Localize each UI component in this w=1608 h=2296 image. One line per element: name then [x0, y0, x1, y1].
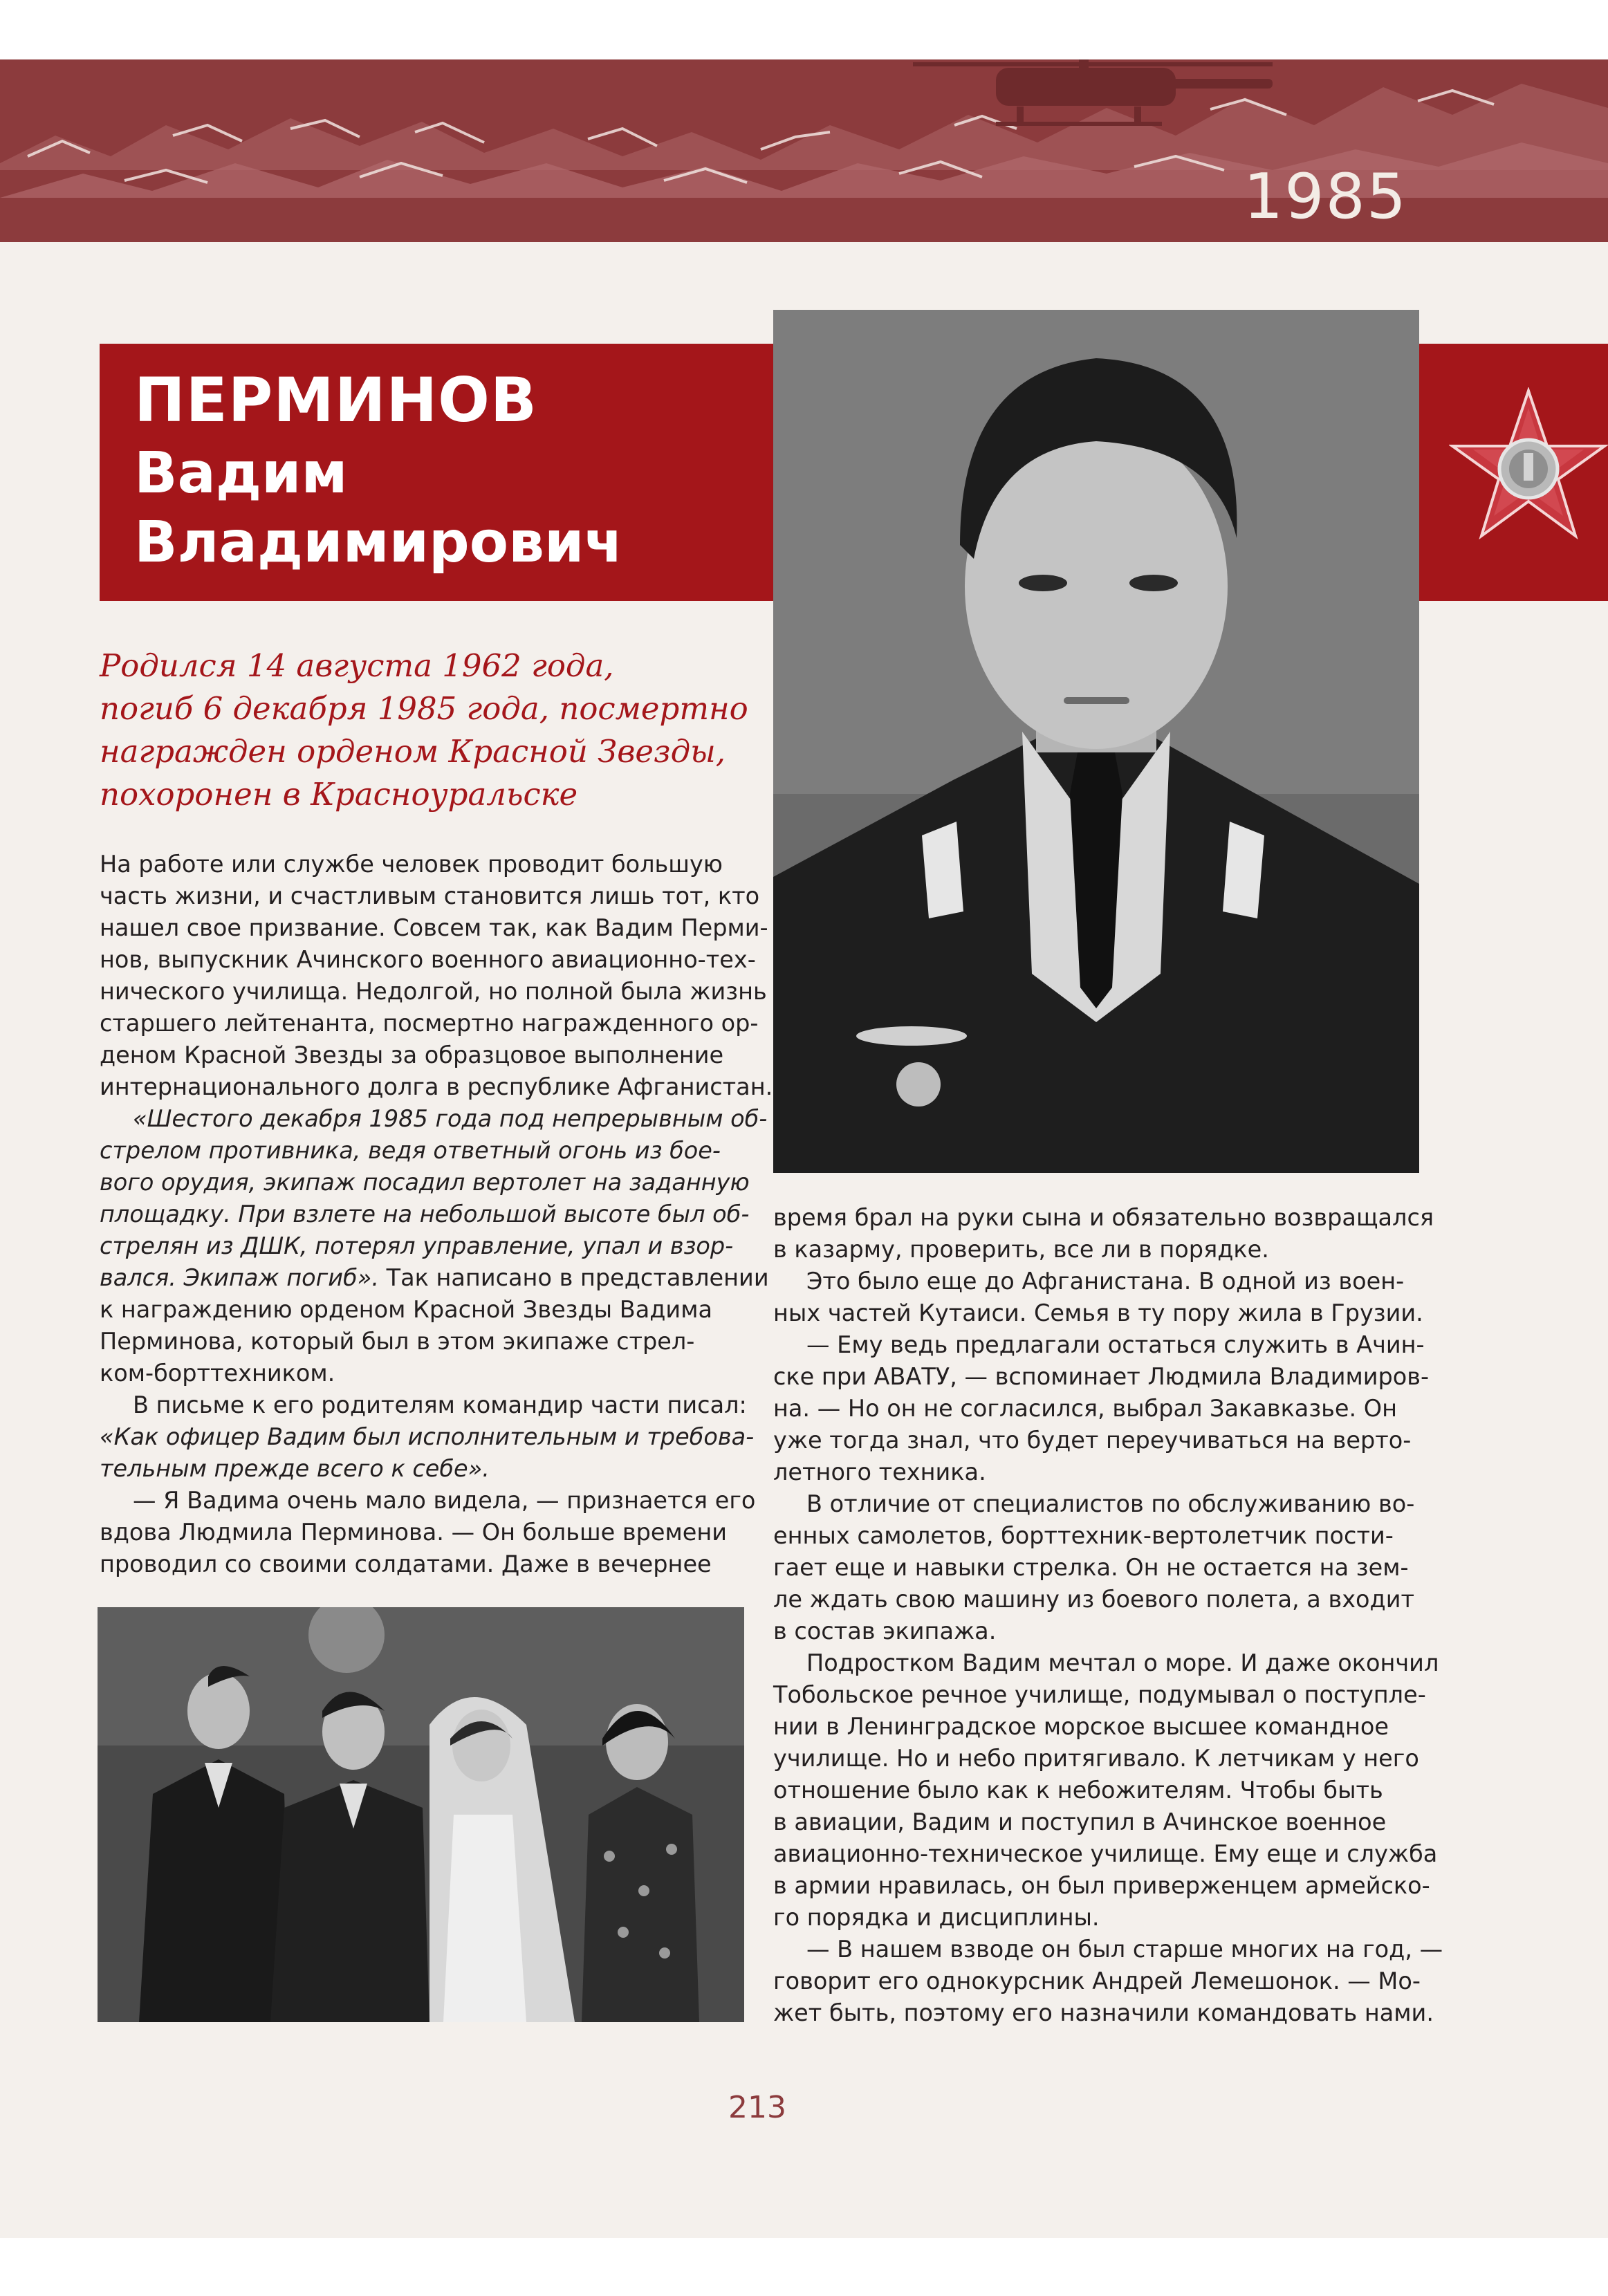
text-line-content: авиационно-техническое училище. Ему еще и служба: [773, 1840, 1438, 1867]
text-line-content: тельным прежде всего к себе».: [100, 1455, 490, 1482]
text-line: [773, 1456, 1416, 1488]
text-line: [773, 1806, 1416, 1838]
header-banner: [0, 59, 1608, 242]
text-line: [100, 1326, 743, 1358]
text-line-content: го порядка и дисциплины.: [773, 1904, 1100, 1931]
text-line: [773, 1934, 1443, 1965]
text-line-content: площадку. При взлете на небольшой высоте был об-: [100, 1201, 750, 1228]
text-line-content: «Шестого декабря 1985 года под непрерывным об-: [133, 1105, 768, 1132]
article-right-column: [773, 1202, 1443, 2029]
text-line: [100, 1071, 773, 1103]
text-line-content: нического училища. Недолгой, но полной была жизнь: [100, 978, 767, 1005]
text-line: [773, 1743, 1419, 1775]
text-line: [100, 1517, 743, 1548]
wedding-photo: [98, 1607, 744, 2022]
text-line-content: «Как офицер Вадим был исполнительным и требова-: [100, 1423, 755, 1450]
text-line-content: вого орудия, экипаж посадил вертолет на заданную: [100, 1169, 750, 1196]
red-star-order-icon: [1449, 387, 1608, 546]
text-line: [773, 1266, 1416, 1297]
text-line-content: Подростком Вадим мечтал о море. И даже окончил: [806, 1649, 1439, 1676]
text-line: [100, 1008, 759, 1039]
text-line-content: Перминова, который был в этом экипаже стрел-: [100, 1328, 695, 1355]
bio-line: Родился 14 августа 1962 года,: [100, 647, 614, 684]
text-line: [773, 1584, 1416, 1615]
text-line-content: — Ему ведь предлагали остаться служить в Ачин-: [806, 1331, 1425, 1358]
text-line: [100, 1230, 743, 1262]
text-line-content: в состав экипажа.: [773, 1618, 997, 1645]
text-line-tail: Так написано в представлении: [378, 1264, 769, 1291]
text-line: [773, 1838, 1438, 1870]
page-number: 213: [728, 2090, 786, 2125]
text-line: [100, 849, 743, 880]
text-line-content: проводил со своими солдатами. Даже в вечернее: [100, 1550, 712, 1577]
text-line: [773, 1647, 1439, 1679]
text-line-content: нашел свое призвание. Совсем так, как Вадим Перми-: [100, 914, 768, 941]
text-line-content: гает еще и навыки стрелка. Он не остается на зем-: [773, 1554, 1409, 1581]
text-line: [100, 880, 760, 912]
text-line: [100, 1135, 743, 1167]
text-line-content: ных частей Кутаиси. Семья в ту пору жила в Грузии.: [773, 1299, 1423, 1326]
text-line-content: стрелян из ДШК, потерял управление, упал и взор-: [100, 1232, 734, 1259]
text-line: [773, 1965, 1421, 1997]
article-left-column: [100, 849, 773, 1580]
text-line: [100, 1294, 743, 1326]
text-line-content: нов, выпускник Ачинского военного авиационно-тех-: [100, 946, 756, 973]
text-line: [100, 1039, 743, 1071]
text-line-content: в казарму, проверить, все ли в порядке.: [773, 1236, 1269, 1263]
text-line: [100, 1198, 750, 1230]
text-line-content: отношение было как к небожителям. Чтобы быть: [773, 1777, 1383, 1804]
text-line: [773, 1329, 1425, 1361]
text-line: [773, 1679, 1426, 1711]
text-line: [100, 976, 767, 1008]
text-line-content: ле ждать свою машину из боевого полета, а входит: [773, 1586, 1414, 1613]
text-line-content: — В нашем взводе он был старше многих на год, —: [806, 1936, 1443, 1963]
bio-summary: [100, 645, 757, 816]
text-line-content: летного техника.: [773, 1459, 986, 1485]
portrait-photo: [773, 310, 1419, 1173]
text-line: [773, 1552, 1416, 1584]
text-line-content: часть жизни, и счастливым становится лишь тот, кто: [100, 882, 760, 909]
text-line: [773, 1615, 1416, 1647]
text-line: [773, 1711, 1416, 1743]
text-line: [100, 1103, 768, 1135]
text-line: [100, 912, 768, 944]
text-line-content: училище. Но и небо притягивало. К летчикам у него: [773, 1745, 1419, 1772]
text-line-content: время брал на руки сына и обязательно возвращался: [773, 1204, 1434, 1231]
text-line: [773, 1202, 1434, 1234]
text-line: [773, 1234, 1416, 1266]
text-line-content: говорит его однокурсник Андрей Лемешонок. — Мо-: [773, 1968, 1421, 1994]
patronymic: Владимирович: [134, 510, 623, 575]
text-line-content: нии в Ленинградское морское высшее командное: [773, 1713, 1389, 1740]
text-line-content: интернационального долга в республике Афганистан.: [100, 1073, 773, 1100]
text-line-content: к награждению орденом Красной Звезды Вадима: [100, 1296, 712, 1323]
text-line-content: стрелом противника, ведя ответный огонь из бое-: [100, 1137, 721, 1164]
text-line-content: Это было еще до Афганистана. В одной из воен-: [806, 1268, 1405, 1295]
text-line-content: ске при АВАТУ, — вспоминает Людмила Владимиров-: [773, 1363, 1430, 1390]
text-line-content: Тобольское речное училище, подумывал о поступле-: [773, 1681, 1426, 1708]
text-line-content: в авиации, Вадим и поступил в Ачинское военное: [773, 1808, 1387, 1835]
text-line: [100, 1358, 743, 1389]
text-line: [100, 1453, 743, 1485]
text-line: [773, 1870, 1430, 1902]
text-line-content: енных самолетов, борттехник-вертолетчик пости-: [773, 1522, 1394, 1549]
text-line: [100, 1485, 756, 1517]
surname: ПЕРМИНОВ: [134, 364, 538, 436]
text-line-content: жет быть, поэтому его назначили командовать нами.: [773, 1999, 1434, 2026]
text-line: [100, 1167, 750, 1198]
text-line-content: ком-борттехником.: [100, 1360, 335, 1387]
text-line: [100, 944, 756, 976]
name-block: [100, 344, 774, 601]
text-line: [773, 1425, 1416, 1456]
text-line: [100, 1262, 769, 1294]
year-label: 1985: [1243, 160, 1407, 233]
text-line-content: вался. Экипаж погиб».: [100, 1264, 379, 1291]
text-line: [773, 1393, 1416, 1425]
text-line: [773, 1520, 1416, 1552]
text-line: [100, 1421, 755, 1453]
text-line: [773, 1902, 1416, 1934]
text-line-content: старшего лейтенанта, посмертно награжденного ор-: [100, 1010, 759, 1037]
given-name: Вадим: [134, 441, 348, 506]
text-line: [773, 1361, 1430, 1393]
text-line-content: На работе или службе человек проводит большую: [100, 851, 723, 878]
text-line: [100, 1548, 743, 1580]
text-line-content: вдова Людмила Перминова. — Он больше времени: [100, 1519, 728, 1546]
text-line: [773, 1488, 1416, 1520]
bio-line: награжден орденом Красной Звезды,: [100, 733, 726, 770]
text-line: [773, 1775, 1416, 1806]
text-line-content: деном Красной Звезды за образцовое выполнение: [100, 1041, 724, 1068]
text-line-content: В письме к его родителям командир части писал:: [133, 1391, 747, 1418]
text-line-content: В отличие от специалистов по обслуживанию во-: [806, 1490, 1415, 1517]
text-line-content: в армии нравилась, он был приверженцем армейско-: [773, 1872, 1430, 1899]
text-line: [100, 1389, 747, 1421]
text-line: [773, 1997, 1434, 2029]
text-line-content: на. — Но он не согласился, выбрал Закавказье. Он: [773, 1395, 1398, 1422]
bio-line: похоронен в Красноуральске: [100, 776, 578, 813]
text-line: [773, 1297, 1423, 1329]
bio-line: погиб 6 декабря 1985 года, посмертно: [100, 690, 748, 727]
text-line-content: уже тогда знал, что будет переучиваться на верто-: [773, 1427, 1412, 1454]
text-line-content: — Я Вадима очень мало видела, — признается его: [133, 1487, 756, 1514]
